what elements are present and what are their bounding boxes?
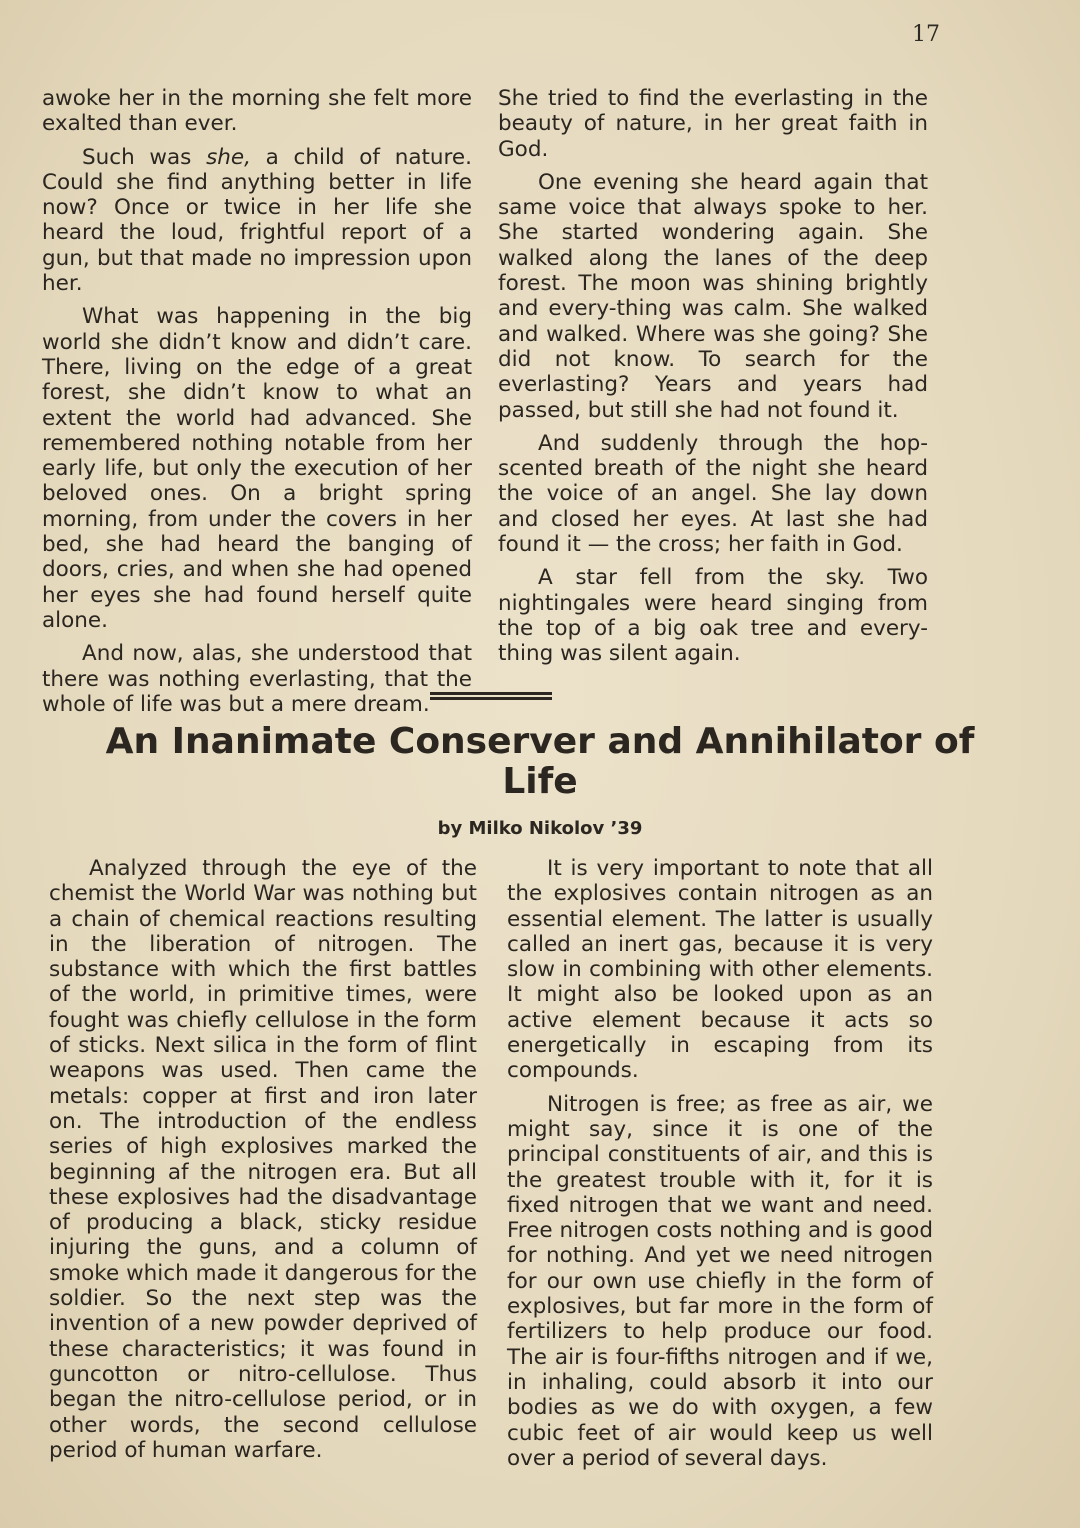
story-column-right [498,86,928,675]
page-number: 17 [912,22,940,47]
paragraph: And now, alas, she understood that there was nothing everlasting, that the whole of life was but a mere dream. [42,641,472,717]
paragraph: A star fell from the sky. Two nightingales were heard singing from the top of a big oak tree and every-thing was silent again. [498,565,928,667]
article-column-left [49,856,477,1471]
article-column-right [507,856,933,1479]
paragraph: What was happening in the big world she didn’t know and didn’t care. There, living on the edge of a great forest, she didn’t know to what an extent the world had advanced. She remembered nothing notable from her early life, but only the execution of her beloved ones. On a bright spring morning, from under the covers in her bed, she had heard the banging of doors, cries, and when she had opened her eyes she had found herself quite alone. [42,304,472,633]
paragraph: She tried to find the everlasting in the beauty of nature, in her great faith in God. [498,86,928,162]
paragraph: One evening she heard again that same voice that always spoke to her. She started wondering again. She walked along the lanes of the deep forest. The moon was shining brightly and every-thing was calm. She walked and walked. Where was she going? She did not know. To search for the everlasting? Years and years had passed, but still she had not found it. [498,169,928,423]
paragraph [42,145,472,297]
paragraph: It is very important to note that all the explosives contain nitrogen as an essential element. The latter is usually called an inert gas, because it is very slow in combining with other elements. It might also be looked upon as an active element because it acts so energetically in escaping from its compounds. [507,856,933,1084]
paragraph: Nitrogen is free; as free as air, we might say, since it is one of the principal constituents of air, and this is the greatest trouble with it, for it is fixed nitrogen that we want and need. Free nitrogen costs nothing and is good for nothing. And yet we need nitrogen for our own use chiefly in the form of explosives, but far more in the form of fertilizers to help produce our food. The air is four-fifths nitrogen and if we, in inhaling, could absorb it into our bodies as we do with oxygen, a few cubic feet of air would keep us well over a period of several days. [507,1091,933,1471]
section-divider [430,692,552,700]
article-byline: by Milko Nikolov ’39 [437,818,643,839]
story-column-left [42,86,472,725]
paragraph: And suddenly through the hop-scented breath of the night she heard the voice of an angel. She lay down and closed her eyes. At last she had found it — the cross; her faith in God. [498,430,928,558]
paragraph: awoke her in the morning she felt more exalted than ever. [42,86,472,137]
emphasis-text: she, [206,144,251,170]
article-title-line: Life [502,761,578,802]
text-run: Such was [82,144,207,170]
paragraph: Analyzed through the eye of the chemist the World War was nothing but a chain of chemical reactions resulting in the liberation of nitrogen. The substance with which the first battles of the world, in primitive times, were fought was chiefly cellulose in the form of sticks. Next silica in the form of flint weapons was used. Then came the metals: copper at first and iron later on. The introduction of the endless series of high explosives marked the beginning af the nitrogen era. But all these explosives had the disadvantage of producing a black, sticky residue injuring the guns, and a column of smoke which made it dangerous for the soldier. So the next step was the invention of a new powder deprived of these characteristics; it was found in guncotton or nitro-cellulose. Thus began the nitro-cellulose period, or in other words, the second cellulose period of human warfare. [49,856,477,1463]
text-run: a child of nature. Could she find anything better in life now? Once or twice in her life she heard the loud, frightful report of a gun, but that made no impression upon her. [42,144,472,297]
article-title [40,722,1040,802]
article-title-line: An Inanimate Conserver and Annihilator of [105,721,975,762]
